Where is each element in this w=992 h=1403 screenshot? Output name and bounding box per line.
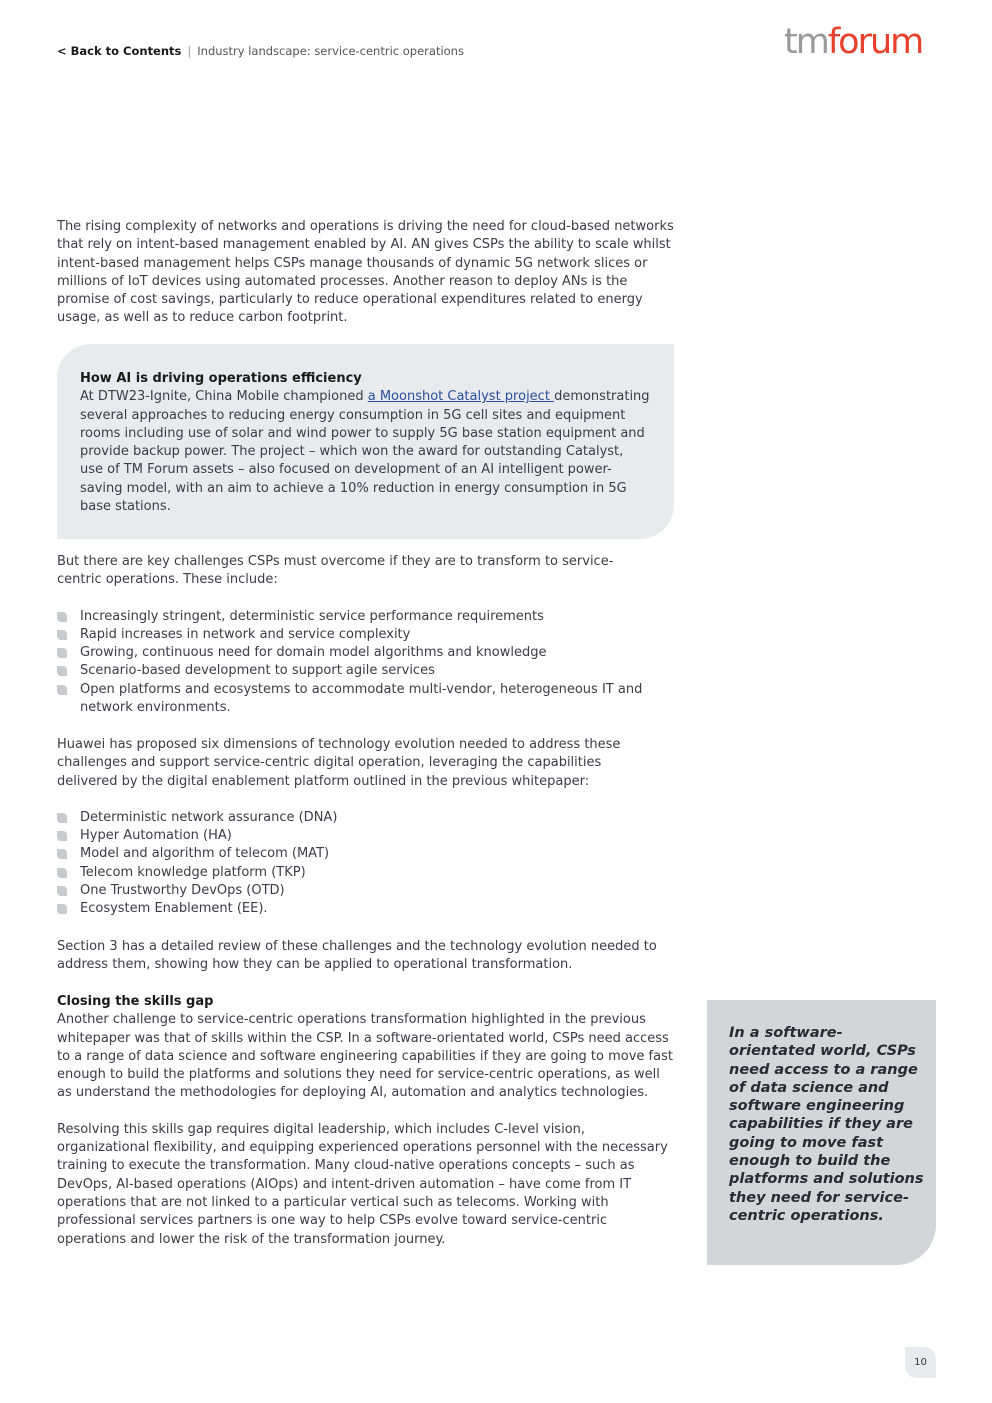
challenges-section — [57, 553, 647, 717]
moonshot-catalyst-link[interactable]: a Moonshot Catalyst project — [367, 389, 555, 405]
bullet-icon — [57, 831, 67, 841]
challenges-list — [57, 608, 647, 718]
callout-text-before: At DTW23-Ignite, China Mobile championed — [80, 389, 368, 405]
list-item: Hyper Automation (HA) — [57, 827, 657, 845]
list-item: Deterministic network assurance (DNA) — [57, 809, 657, 827]
bullet-icon — [57, 685, 67, 695]
bullet-icon — [57, 886, 67, 896]
list-item: Rapid increases in network and service complexity — [57, 626, 647, 644]
bullet-icon — [57, 648, 67, 658]
callout-paragraph — [80, 388, 650, 516]
list-item: Growing, continuous need for domain model algorithms and knowledge — [57, 644, 647, 662]
bullet-icon — [57, 813, 67, 823]
section3-paragraph: Section 3 has a detailed review of these challenges and the technology evolution needed to address them, showing how they can be applied to operational transformation. — [57, 939, 657, 973]
list-item: Open platforms and ecosystems to accommodate multi-vendor, heterogeneous IT and network environments. — [57, 681, 647, 718]
list-item: One Trustworthy DevOps (OTD) — [57, 882, 657, 900]
pull-quote-box — [707, 1000, 936, 1265]
challenges-intro: But there are key challenges CSPs must overcome if they are to transform to service-centric operations. These include: — [57, 554, 614, 588]
skills-paragraph-2: Resolving this skills gap requires digital leadership, which includes C-level vision, organizational flexibility, and equipping experienced operations personnel with the necessary training to execute the transformation. Many cloud-native operations concepts – such as DevOps, AI-based operations (AIOps) and intent-driven automation – have come from IT operations that are not linked to a particular vertical such as telecoms. Working with professional services partners is one way to help CSPs evolve toward service-centric operations and lower the risk of the transformation journey. — [57, 1121, 668, 1247]
callout-title: How AI is driving operations efficiency — [80, 371, 362, 386]
list-item: Ecosystem Enablement (EE). — [57, 900, 657, 918]
bullet-icon — [57, 849, 67, 859]
skills-heading: Closing the skills gap — [57, 994, 214, 1009]
bullet-icon — [57, 666, 67, 676]
list-item: Telecom knowledge platform (TKP) — [57, 864, 657, 882]
bullet-icon — [57, 612, 67, 622]
pull-quote-text: In a software-orientated world, CSPs need access to a range of data science and software engineering capabilities if they are going to move fast enough to build the platforms and solutions they need for service-centric operations. — [729, 1025, 924, 1224]
bullet-icon — [57, 904, 67, 914]
list-item: Increasingly stringent, deterministic service performance requirements — [57, 608, 647, 626]
callout-text-after: demonstrating several approaches to reducing energy consumption in 5G cell sites and equipment rooms including use of solar and wind power to supply 5G base station equipment and provide backup power. The project – which won the award for outstanding Catalyst, use of TM Forum assets – also focused on development of an AI intelligent power-saving model, with an aim to achieve a 10% reduction in energy consumption in 5G base stations. — [80, 389, 650, 515]
logo-tm: tm — [784, 22, 828, 62]
dimensions-list — [57, 809, 657, 919]
skills-section — [57, 993, 677, 1249]
logo-forum: forum — [827, 22, 923, 62]
bullet-icon — [57, 868, 67, 878]
list-item: Model and algorithm of telecom (MAT) — [57, 845, 657, 863]
intro-paragraph: The rising complexity of networks and operations is driving the need for cloud-based networks that rely on intent-based management enabled by AI. AN gives CSPs the ability to scale whilst intent-based management helps CSPs manage thousands of dynamic 5G network slices or millions of IoT devices using automated processes. Another reason to deploy ANs is the promise of cost savings, particularly to reduce operational expenditures related to energy usage, as well as to reduce carbon footprint. — [57, 219, 674, 326]
skills-paragraph-1: Another challenge to service-centric operations transformation highlighted in the previous whitepaper was that of skills within the CSP. In a software-orientated world, CSPs need access to a range of data science and software engineering capabilities if they are going to move fast enough to build the platforms and solutions they need for service-centric operations, as well as understand the methodologies for deploying AI, automation and analytics technologies. — [57, 1012, 673, 1101]
tmforum-logo — [784, 22, 922, 62]
section3-block — [57, 938, 667, 975]
intro-section — [57, 218, 677, 328]
huawei-section — [57, 736, 657, 919]
bullet-icon — [57, 630, 67, 640]
header-separator: | — [187, 44, 192, 58]
huawei-intro: Huawei has proposed six dimensions of technology evolution needed to address these challenges and support service-centric digital operation, leveraging the capabilities delivered by the digital enablement platform outlined in the previous whitepaper: — [57, 737, 621, 789]
page-number: 10 — [905, 1347, 936, 1378]
callout-box — [57, 344, 674, 539]
list-item: Scenario-based development to support agile services — [57, 662, 647, 680]
back-to-contents-link[interactable]: < Back to Contents — [57, 44, 182, 58]
section-breadcrumb: Industry landscape: service-centric operations — [197, 44, 464, 58]
page-header — [57, 44, 464, 58]
